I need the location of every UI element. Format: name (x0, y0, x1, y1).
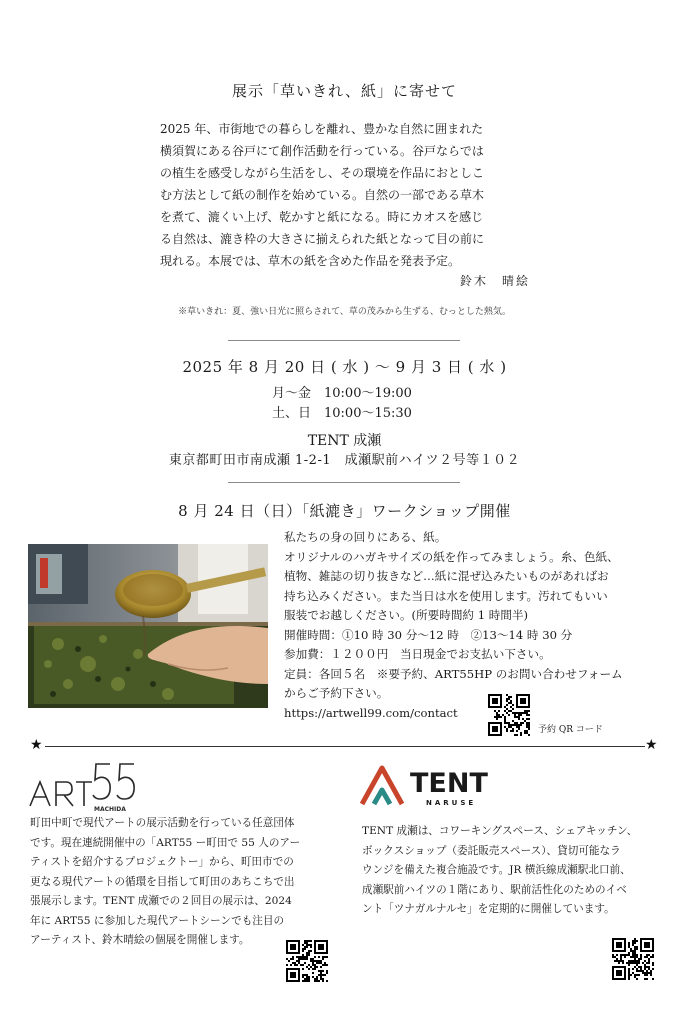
workshop-line: 持ち込みください。また当日は水を使用します。汚れてもいい (284, 588, 608, 603)
hours-weekend: 土、日 10:00～15:30 (272, 406, 412, 421)
intro-line: む方法として紙の制作を始めている。自然の一部である草木 (160, 188, 485, 202)
divider (228, 482, 460, 483)
workshop-line: オリジナルのハガキサイズの紙を作ってみましょう。糸、色紙、 (284, 549, 619, 564)
workshop-line: 私たちの身の回りにある、紙。 (284, 530, 447, 544)
footnote: ※草いきれ：夏、強い日光に照らされて、草の茂みから生ずる、むっとした熱気。 (178, 307, 511, 317)
intro-line: る自然は、漉き枠の大きさに揃えられた紙となって目の前に (160, 232, 485, 246)
art55-line: 更なる現代アートの循環を目指して町田のあちこちで出 (30, 875, 295, 888)
qr-code-tent[interactable] (612, 938, 654, 980)
divider (45, 746, 645, 747)
exhibition-title: 展示「草いきれ、紙」に寄せて (232, 82, 457, 100)
exhibition-dates: 2025 年 8 月 20 日 ( 水 ) ～ 9 月 3 日 ( 水 ) (182, 358, 507, 376)
artist-name: 鈴木 晴絵 (460, 274, 531, 288)
art55-logo (28, 762, 138, 814)
workshop-capacity: 定員：各回５名 ※要予約、ART55HP のお問い合わせフォーム (284, 666, 623, 681)
tent-line: ボックスショップ（委託販売スペース）、貸切可能なラ (362, 844, 621, 857)
workshop-time: 開催時間：①10 時 30 分～12 時 ②13～14 時 30 分 (284, 627, 573, 642)
workshop-title: 8 月 24 日（日）「紙漉き」ワークショップ開催 (178, 502, 511, 520)
qr-code-art55[interactable] (286, 940, 328, 982)
art55-line: ティストを紹介するプロジェクトー」から、町田市での (30, 856, 294, 868)
tent-line: ウンジを備えた複合施設です。JR 横浜線成瀬駅北口前、 (362, 864, 631, 876)
intro-line: 現れる。本展では、草木の紙を含めた作品を発表予定。 (160, 254, 461, 268)
workshop-description (284, 528, 674, 723)
intro-line: を煮て、漉くい上げ、乾かすと紙になる。時にカオスを感じ (160, 210, 484, 224)
opening-hours (272, 384, 412, 424)
qr-code-reservation[interactable] (488, 694, 530, 736)
hours-weekday: 月～金 10:00～19:00 (272, 386, 412, 401)
workshop-line: 植物、雑誌の切り抜きなど…紙に混ぜ込みたいものがあればお (284, 569, 609, 583)
star-icon: ★ (645, 737, 658, 753)
tent-logo-sub: NARUSE (426, 799, 477, 807)
art55-line: アーティスト、鈴木晴絵の個展を開催します。 (30, 934, 250, 946)
tent-line: ント「ツナガルナルセ」を定期的に開催しています。 (362, 903, 615, 915)
art55-line: 町田中町で現代アートの展示活動を行っている任意団体 (30, 817, 295, 829)
star-icon: ★ (30, 737, 43, 753)
intro-line: 2025 年、市街地での暮らしを離れ、豊かな自然に囲まれた (160, 122, 484, 136)
qr-label: 予約 QR コード (538, 725, 603, 735)
art55-line: です。現在連続開催中の「ART55 ー町田で 55 人のアー (30, 836, 301, 849)
workshop-line: からご予約下さい。 (284, 686, 389, 700)
tent-line: TENT 成瀬は、コワーキングスペース、シェアキッチン、 (362, 825, 638, 837)
exhibition-intro (160, 118, 540, 272)
workshop-line: 服装でお越しください。(所要時間約 1 時間半) (284, 608, 529, 622)
workshop-fee: 参加費：１２００円 当日現金でお支払い下さい。 (284, 647, 551, 661)
tent-description (362, 822, 682, 920)
tent-line: 成瀬駅前ハイツの１階にあり、駅前活性化のためのイベ (362, 883, 627, 896)
intro-line: 横須賀にある谷戸にて創作活動を行っている。谷戸ならでは (160, 144, 484, 158)
art55-line: 年に ART55 に参加した現代アートシーンでも注目の (30, 914, 285, 927)
divider (228, 340, 460, 341)
workshop-photo (28, 544, 268, 708)
venue-address: 東京都町田市南成瀬 1-2-1 成瀬駅前ハイツ２号等１０２ (168, 453, 521, 468)
tent-logo-text: TENT (410, 768, 488, 799)
art55-description (30, 814, 344, 951)
art55-logo-sub: MACHIDA (94, 806, 126, 813)
contact-url[interactable]: https://artwell99.com/contact (284, 705, 458, 720)
tent-logo (360, 762, 520, 808)
venue-name: TENT 成瀬 (307, 433, 382, 449)
art55-line: 張展示します。TENT 成瀬での２回目の展示は、2024 (30, 895, 292, 907)
intro-line: の植生を感受しながら生活をし、その環境を作品におとしこ (160, 166, 485, 180)
